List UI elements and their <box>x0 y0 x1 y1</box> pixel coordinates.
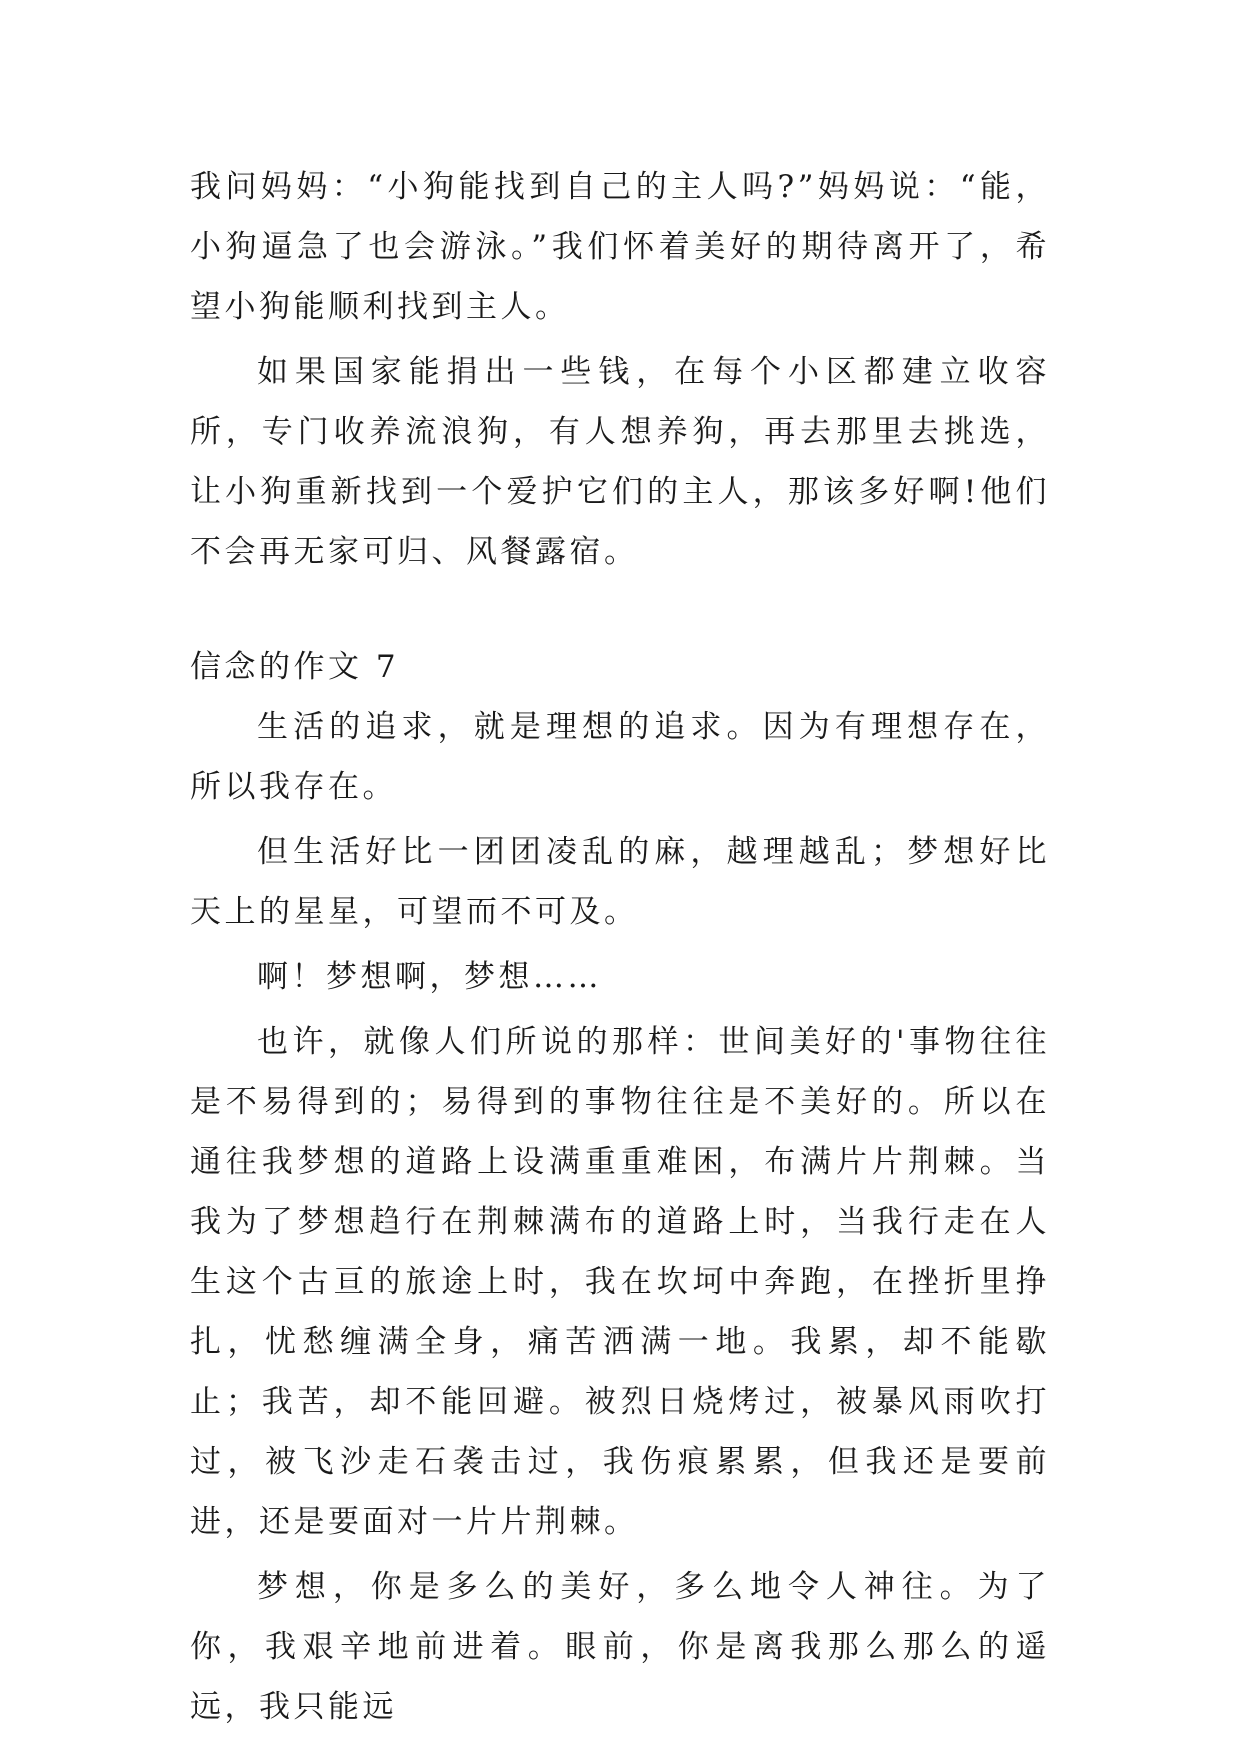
section-title: 信念的作文 7 <box>190 649 400 685</box>
paragraph-dream-far: 梦想，你是多么的美好，多么地令人神往。为了你，我艰辛地前进着。眼前，你是离我那么那么的遥远，我只能远 <box>190 1569 1050 1725</box>
paragraph-dog-owner: 我问妈妈：“小狗能找到自己的主人吗?”妈妈说：“能，小狗逼急了也会游泳。”我们怀着美好的期待离开了，希望小狗能顺利找到主人。 <box>190 169 1050 325</box>
paragraph-tangled-life: 但生活好比一团团凌乱的麻，越理越乱；梦想好比天上的星星，可望而不可及。 <box>190 834 1050 930</box>
paragraph-pursuit: 生活的追求，就是理想的追求。因为有理想存在，所以我存在。 <box>190 709 1050 805</box>
paragraph-thorny-road: 也许，就像人们所说的那样：世间美好的'事物往往是不易得到的；易得到的事物往往是不美好的。所以在通往我梦想的道路上设满重重难困，布满片片荆棘。当我为了梦想趋行在荆棘满布的道路上时，当我行走在人生这个古亘的旅途上时，我在坎坷中奔跑，在挫折里挣扎，忧愁缠满全身，痛苦洒满一地。我累，却不能歇止；我苦，却不能回避。被烈日烧烤过，被暴风雨吹打过，被飞沙走石袭击过，我伤痕累累，但我还是要前进，还是要面对一片片荆棘。 <box>190 1024 1050 1540</box>
paragraph-exclamation: 啊！梦想啊，梦想…… <box>257 959 602 995</box>
paragraph-shelter: 如果国家能捐出一些钱，在每个小区都建立收容所，专门收养流浪狗，有人想养狗，再去那里去挑选，让小狗重新找到一个爱护它们的主人，那该多好啊!他们不会再无家可归、风餐露宿。 <box>190 354 1050 570</box>
document-body <box>190 157 1050 1737</box>
section-gap <box>190 582 1050 637</box>
